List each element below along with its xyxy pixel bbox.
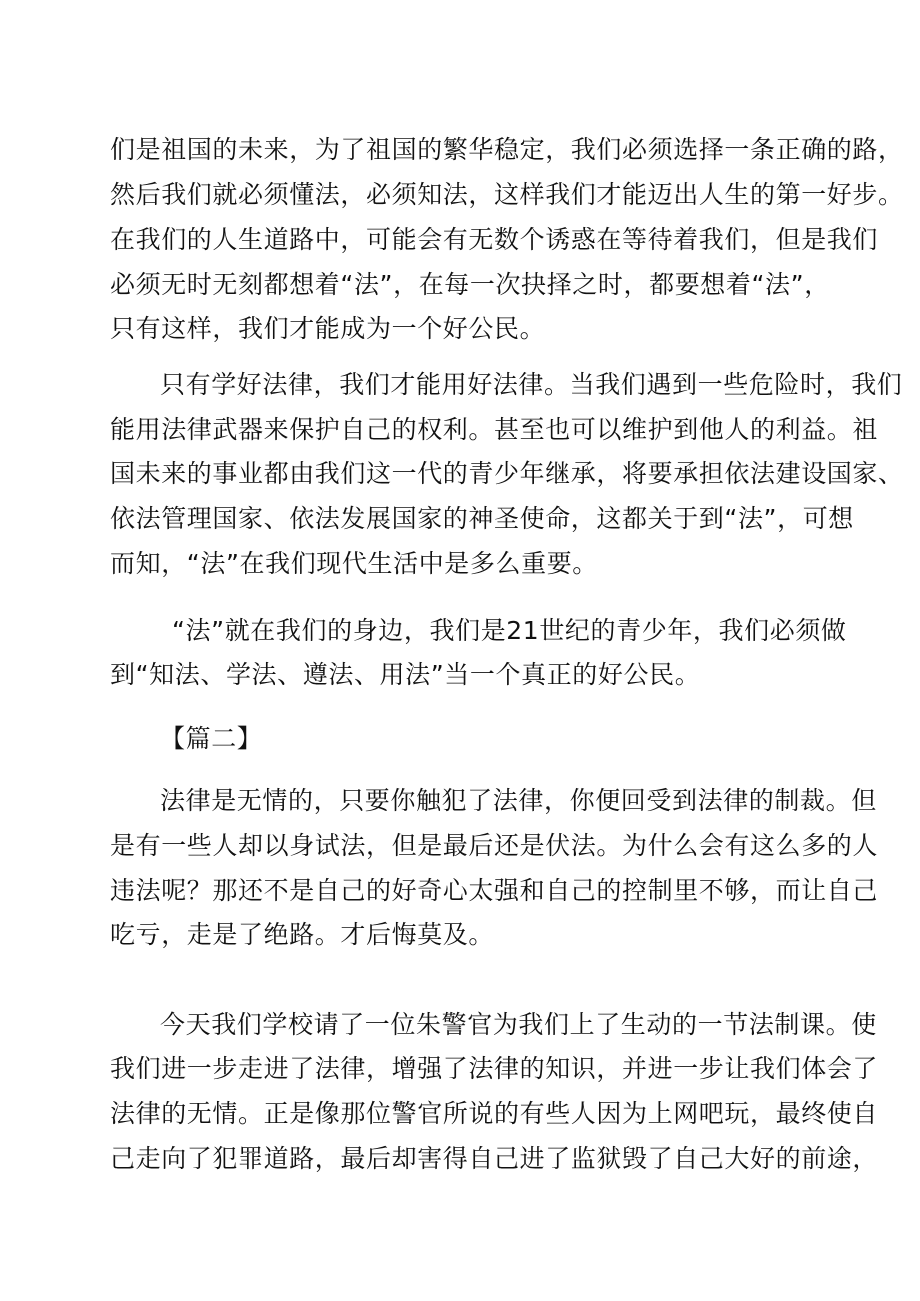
- text-line: 们是祖国的未来，为了祖国的繁华稳定，我们必须选择一条正确的路，: [110, 135, 904, 164]
- text-line: 必须无时无刻都想着“法”，在每一次抉择之时，都要想着“法”，: [110, 270, 830, 299]
- text-line: 然后我们就必须懂法，必须知法，这样我们才能迈出人生的第一好步。: [110, 180, 904, 209]
- text-line: 只有学好法律，我们才能用好法律。当我们遇到一些危险时，我们: [160, 370, 903, 399]
- text-line: “法”就在我们的身边，我们是21世纪的青少年，我们必须做: [172, 616, 847, 645]
- heading-text: 【篇二】: [160, 724, 263, 753]
- text-line: 在我们的人生道路中，可能会有无数个诱惑在等待着我们，但是我们: [110, 225, 879, 254]
- text-line: 能用法律武器来保护自己的权利。甚至也可以维护到他人的利益。祖: [110, 415, 879, 444]
- text-line: 己走向了犯罪道路，最后却害得自己进了监狱毁了自己大好的前途，: [110, 1144, 879, 1173]
- text-line: 今天我们学校请了一位朱警官为我们上了生动的一节法制课。使: [160, 1010, 877, 1039]
- text-line: 依法管理国家、依法发展国家的神圣使命，这都关于到“法”，可想: [110, 504, 854, 533]
- text-line: 吃亏，走是了绝路。才后悔莫及。: [110, 920, 495, 949]
- text-line: 违法呢？那还不是自己的好奇心太强和自己的控制里不够，而让自己: [110, 876, 879, 905]
- text-line: 法律的无情。正是像那位警官所说的有些人因为上网吧玩，最终使自: [110, 1099, 879, 1128]
- text-line: 国未来的事业都由我们这一代的青少年继承，将要承担依法建设国家、: [110, 459, 904, 488]
- text-line: 到“知法、学法、遵法、用法”当一个真正的好公民。: [110, 660, 701, 689]
- text-line: 只有这样，我们才能成为一个好公民。: [110, 314, 546, 343]
- text-line: 而知，“法”在我们现代生活中是多么重要。: [110, 549, 598, 578]
- text-line: 是有一些人却以身试法，但是最后还是伏法。为什么会有这么多的人: [110, 831, 879, 860]
- text-line: 法律是无情的，只要你触犯了法律，你便回受到法律的制裁。但: [160, 786, 877, 815]
- text-line: 我们进一步走进了法律，增强了法律的知识，并进一步让我们体会了: [110, 1054, 879, 1083]
